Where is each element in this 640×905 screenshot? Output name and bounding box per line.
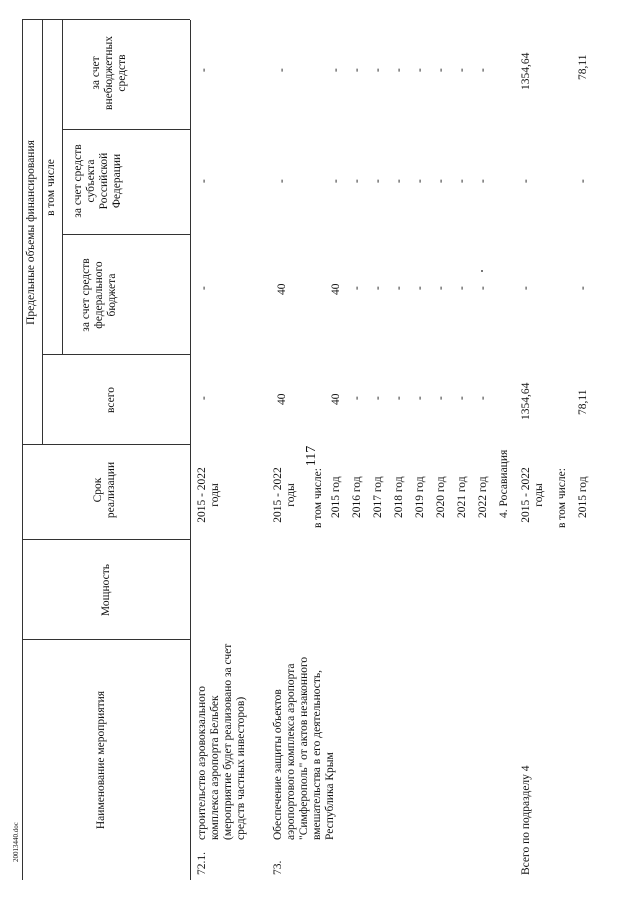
year-extra: - xyxy=(414,68,426,72)
year-extra: - xyxy=(393,68,405,72)
year-total: - xyxy=(393,396,405,400)
header-including: в том числе xyxy=(45,159,57,216)
year-label: 2021 год xyxy=(456,476,468,518)
totals-year-federal: - xyxy=(577,286,589,290)
totals-year-regional: - xyxy=(577,179,589,183)
row-extra: - xyxy=(198,68,210,72)
col-rule-federal xyxy=(62,234,190,235)
year-federal: - xyxy=(477,286,489,290)
totals-term: 2015 - 2022 годы xyxy=(520,467,545,523)
totals-label: Всего по подразделу 4 xyxy=(520,765,532,875)
year-regional: - xyxy=(351,179,363,183)
year-federal: - xyxy=(351,286,363,290)
year-extra: - xyxy=(372,68,384,72)
year-total: - xyxy=(372,396,384,400)
header-financing: Предельные объемы финансирования xyxy=(25,140,37,325)
header-regional: за счет средств субъекта Российской Федерации xyxy=(72,144,123,218)
totals-extra: 1354,64 xyxy=(520,52,532,90)
year-extra: - xyxy=(351,68,363,72)
row-name: строительство аэровокзального комплекса аэропорта Бельбек (мероприятие будет реализовано за счет средств частных инвесторов) xyxy=(196,643,247,840)
year-label: 2020 год xyxy=(435,476,447,518)
financing-subheader-rule xyxy=(42,20,43,445)
year-label: 2018 год xyxy=(393,476,405,518)
totals-year-extra: 78,11 xyxy=(577,54,589,80)
year-regional: - xyxy=(393,179,405,183)
year-label: 2016 год xyxy=(351,476,363,518)
year-label: 2017 год xyxy=(372,476,384,518)
year-federal: - xyxy=(393,286,405,290)
row-total: 40 xyxy=(276,393,288,405)
row-regional: - xyxy=(276,179,288,183)
row-term: 2015 - 2022 годы xyxy=(272,467,297,523)
year-label: 2022 год xyxy=(477,476,489,518)
header-federal: за счет средств федерального бюджета xyxy=(80,258,118,332)
year-federal: - xyxy=(372,286,384,290)
header-total: всего xyxy=(105,387,117,413)
year-regional: - xyxy=(330,179,342,183)
year-extra: - xyxy=(330,68,342,72)
including-label: в том числе: xyxy=(312,468,324,528)
totals-including-label: в том числе: xyxy=(556,468,568,528)
row-term: 2015 - 2022 годы xyxy=(196,467,221,523)
totals-year-total: 78,11 xyxy=(577,389,589,415)
totals-federal: - xyxy=(520,286,532,290)
year-federal: 40 xyxy=(330,283,342,295)
year-total: - xyxy=(351,396,363,400)
row-federal: - xyxy=(198,286,210,290)
header-extrabudget: за счет внебюджетных средств xyxy=(90,36,128,110)
year-extra: - xyxy=(477,68,489,72)
year-federal: - xyxy=(435,286,447,290)
totals-regional: - xyxy=(520,179,532,183)
header-term: Срок реализации xyxy=(92,461,117,519)
totals-year-label: 2015 год xyxy=(577,476,589,518)
header-name: Наименование мероприятия xyxy=(95,690,107,830)
year-total: 40 xyxy=(330,393,342,405)
year-federal: - xyxy=(414,286,426,290)
header-capacity: Мощность xyxy=(100,563,112,617)
year-total: - xyxy=(414,396,426,400)
including-subheader-rule xyxy=(62,20,63,355)
year-total: - xyxy=(435,396,447,400)
row-total: - xyxy=(198,396,210,400)
year-regional: - xyxy=(477,179,489,183)
col-rule-regional xyxy=(62,129,190,130)
year-federal: - xyxy=(456,286,468,290)
page-number: 117 xyxy=(304,445,320,467)
totals-total: 1354,64 xyxy=(520,382,532,420)
row-number: 73. xyxy=(272,860,284,875)
year-extra: - xyxy=(456,68,468,72)
row-regional: - xyxy=(198,179,210,183)
year-total: - xyxy=(456,396,468,400)
year-regional: - xyxy=(456,179,468,183)
header-bottom-rule xyxy=(190,20,191,880)
section-heading: 4. Росавиация xyxy=(498,449,510,518)
footer-filename: 20013440.doc xyxy=(12,822,20,862)
year-label: 2019 год xyxy=(414,476,426,518)
year-label: 2015 год xyxy=(330,476,342,518)
year-regional: - xyxy=(414,179,426,183)
row-name: Обеспечение защиты объектов аэропортового комплекса аэропорта "Симферополь" от актов незаконного вмешательства в его деятельность, Республика Крым xyxy=(272,656,336,840)
year-total: - xyxy=(477,396,489,400)
row-federal: 40 xyxy=(276,283,288,295)
year-regional: - xyxy=(372,179,384,183)
financing-table xyxy=(20,20,620,880)
row-number: 72.1. xyxy=(196,852,208,875)
year-regional: - xyxy=(435,179,447,183)
table-top-rule xyxy=(22,20,23,880)
row-extra: - xyxy=(276,68,288,72)
year-extra: - xyxy=(435,68,447,72)
